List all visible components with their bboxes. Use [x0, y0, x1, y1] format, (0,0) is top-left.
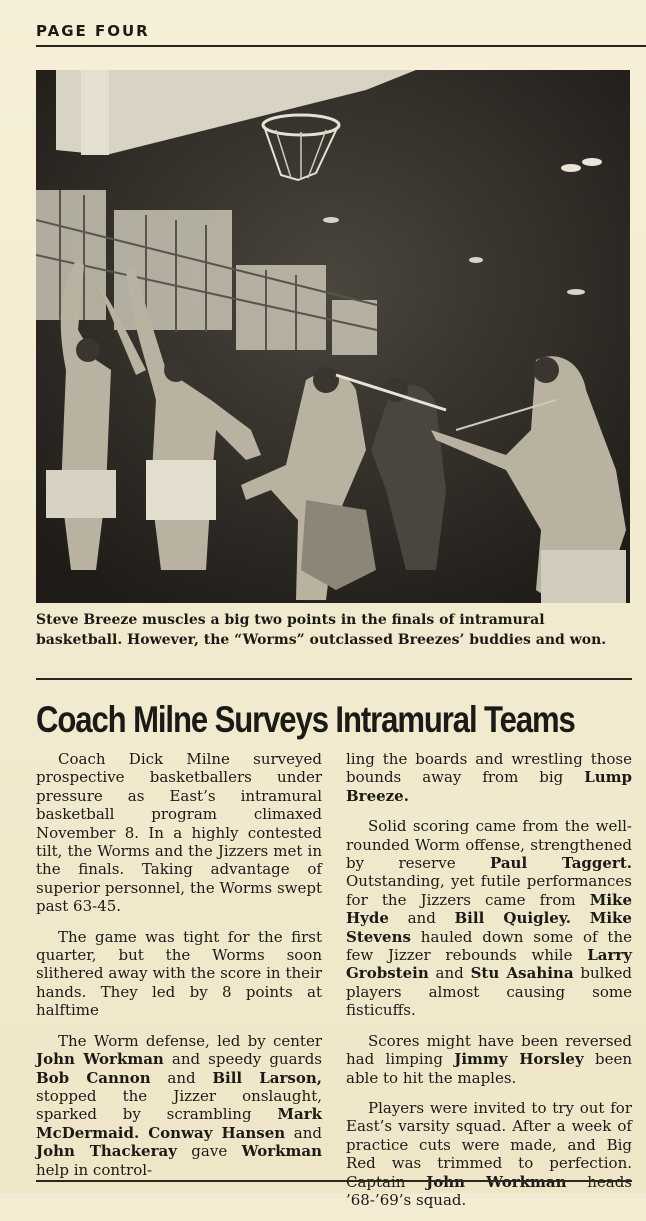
article-name-bold: Mark McDermaid. Conway Hansen: [36, 1105, 322, 1142]
article-text: [571, 909, 590, 927]
article-text: bulked players almost causing some fisticuffs.: [346, 964, 632, 1020]
article-name-bold: Stu Asahina: [470, 964, 574, 983]
article-paragraph: [346, 817, 632, 1019]
article-text: and speedy guards: [163, 1050, 322, 1069]
article-text: Players were invited to try out for East’s varsity squad. After a week of practice cuts were made, and Big Red was trimmed to perfection.: [346, 1098, 632, 1173]
photo-caption: Steve Breeze muscles a big two points in the finals of intramural basketball. However, the “Worms” outclassed Breezes’ buddies and won.: [36, 612, 607, 648]
article-text: ling the boards and wrestling those bounds away from big: [346, 750, 632, 787]
basketball-photo-illustration: [36, 70, 630, 603]
divider-rule: [36, 678, 632, 680]
article-text: gave: [176, 1142, 242, 1161]
article-text: and: [285, 1123, 322, 1142]
article-name-bold: Larry Grobstein: [346, 946, 632, 983]
article-text: Coach Dick Milne surveyed prospective basketballers under pressure as East’s intramural basketball program climaxed November 8. In a highly contested tilt, the Worms and the Jizzers met in the finals. Taking advantage of superior personnel, the Worms swept past 63-45.: [36, 750, 322, 916]
article-text: ’68-’69’s squad.: [346, 1190, 467, 1209]
article-name-bold: Jimmy Horsley: [454, 1050, 584, 1069]
article-name-bold: Bill Larson,: [212, 1068, 322, 1087]
article-paragraph: [346, 750, 632, 805]
article-column-right: [346, 750, 632, 1221]
article-text: Solid scoring came from the well-rounded Worm offense, strengthened by reserve: [346, 817, 632, 873]
article-text: Scores might have been reversed had limping: [346, 1031, 632, 1069]
article-name-bold: Paul Taggert.: [489, 854, 632, 873]
article-text: and: [428, 964, 471, 983]
article-text: and: [150, 1068, 213, 1087]
article-name-bold: Workman: [241, 1142, 322, 1161]
article-paragraph: [36, 928, 322, 1020]
article-name-bold: Mike Hyde: [346, 890, 632, 928]
article-text: been able to hit the maples.: [346, 1050, 632, 1087]
article-headline: Coach Milne Surveys Intramural Teams: [36, 699, 575, 740]
article-text: The game was tight for the first quarter, but the Worms soon slithered away with the score in their hands. They led by 8 points at halftime: [36, 927, 322, 1020]
basketball-photo: [36, 70, 630, 603]
top-rule: [36, 45, 646, 47]
article-name-bold: Bob Cannon: [36, 1068, 151, 1087]
article-name-bold: Mike Stevens: [346, 909, 632, 946]
article-name-bold: Lump Breeze.: [346, 768, 632, 805]
article-paragraph: [36, 1032, 322, 1179]
article-column-left: [36, 750, 322, 1191]
article-text: and: [388, 909, 455, 928]
article-name-bold: John Thackeray: [36, 1142, 177, 1161]
article-name-bold: Bill Quigley.: [454, 909, 572, 928]
article-text: The Worm defense, led by center: [58, 1031, 322, 1050]
article-text: hauled down some of the few Jizzer rebounds while: [346, 927, 632, 965]
article-name-bold: John Workman: [36, 1050, 164, 1069]
article-text: Outstanding, yet futile performances for the Jizzers came from: [346, 872, 632, 909]
article-paragraph: [36, 750, 322, 916]
article-text: stopped the Jizzer onslaught, sparked by scrambling: [36, 1086, 322, 1124]
bottom-rule: [36, 1180, 632, 1182]
page-header: PAGE FOUR: [36, 22, 150, 40]
article-paragraph: [346, 1032, 632, 1087]
article-text: help in control-: [36, 1160, 153, 1179]
